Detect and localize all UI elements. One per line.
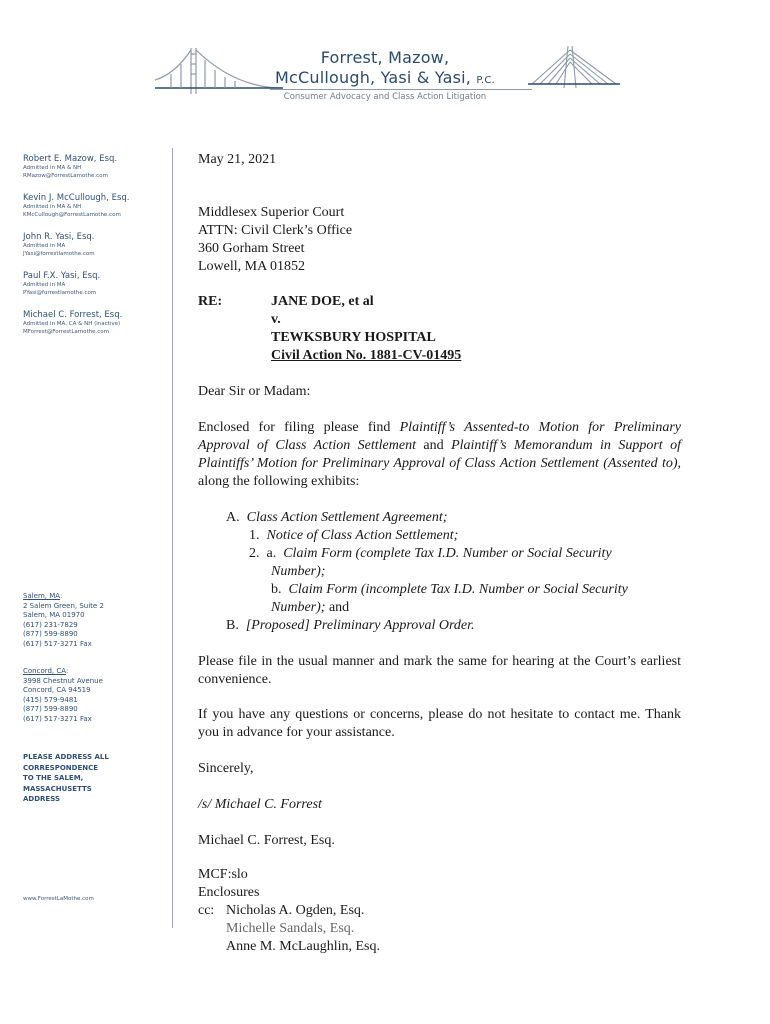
- list-marker: a.: [266, 546, 277, 561]
- attorney-mazow: [23, 154, 173, 180]
- list-marker: B.: [226, 618, 239, 633]
- exhibit-b: [226, 617, 475, 635]
- recipient-line: 360 Gorham Street: [198, 241, 305, 256]
- sidebar-divider: [172, 148, 173, 928]
- office-line: (617) 231-7829: [23, 620, 78, 629]
- firm-pc: P.C.: [476, 75, 495, 86]
- cc-recipient: Nicholas A. Ogden, Esq.: [226, 903, 365, 918]
- exhibit-1: [249, 527, 458, 545]
- attorney-email: RMazow@ForrestLamothe.com: [23, 172, 108, 179]
- list-text: [Proposed] Preliminary Approval Order.: [245, 618, 475, 633]
- exhibit-2b: [271, 581, 628, 599]
- address-note-line: PLEASE ADDRESS ALL: [23, 753, 109, 761]
- attorney-name: Kevin J. McCullough, Esq.: [23, 193, 130, 203]
- list-text: Notice of Class Action Settlement;: [266, 528, 459, 543]
- office-line: (877) 599-8890: [23, 705, 78, 714]
- office-line: (877) 599-8890: [23, 630, 78, 639]
- office-line: Concord, CA 94519: [23, 686, 91, 695]
- address-note-line: ADDRESS: [23, 795, 60, 803]
- website-link[interactable]: www.ForrestLaMothe.com: [23, 896, 94, 902]
- attorney-mccullough: [23, 193, 173, 219]
- attorney-paul-yasi: [23, 271, 173, 297]
- firm-name-partners: McCullough, Yasi & Yasi,: [275, 68, 472, 87]
- signature: /s/ Michael C. Forrest: [198, 797, 322, 812]
- attorney-admission: Admitted in MA, CA & NH (inactive): [23, 321, 121, 327]
- letterhead-rule: [270, 89, 532, 90]
- attorney-admission: Admitted in MA: [23, 282, 66, 288]
- recipient-line: Middlesex Superior Court: [198, 205, 345, 220]
- re-line: JANE DOE, et al: [271, 294, 374, 309]
- recipient-line: ATTN: Civil Clerk’s Office: [198, 223, 353, 238]
- re-label: RE:: [198, 294, 223, 309]
- closing: Sincerely,: [198, 761, 254, 776]
- list-text: Class Action Settlement Agreement;: [246, 510, 448, 525]
- firm-name-line-1: Forrest, Mazow,: [320, 48, 450, 67]
- attorney-name: John R. Yasi, Esq.: [23, 232, 95, 242]
- exhibit-a: [226, 509, 447, 527]
- list-marker: 1.: [249, 528, 260, 543]
- list-marker: 2.: [249, 546, 260, 561]
- exhibit-2a: [249, 545, 612, 563]
- list-text: Claim Form (incomplete Tax I.D. Number or Social Security: [288, 582, 628, 597]
- firm-tagline: Consumer Advocacy and Class Action Litigation: [283, 92, 487, 102]
- office-heading: Concord, CA:: [23, 667, 69, 675]
- address-note-line: MASSACHUSETTS: [23, 784, 92, 793]
- office-line: (617) 517-3271 Fax: [23, 639, 92, 648]
- office-heading: Salem, MA:: [23, 592, 63, 600]
- initials: MCF:slo: [198, 867, 248, 882]
- address-note: [23, 752, 173, 805]
- bridge-logo-right: [528, 44, 620, 96]
- paragraph-file: Please file in the usual manner and mark the same for hearing at the Court’s earliest convenience.: [198, 654, 681, 687]
- re-line: TEWKSBURY HOSPITAL: [271, 330, 436, 345]
- office-line: Salem, MA 01970: [23, 611, 85, 620]
- list-marker: A.: [226, 510, 240, 525]
- office-concord: [23, 667, 173, 725]
- attorney-admission: Admitted in MA: [23, 243, 66, 249]
- office-line: (617) 517-3271 Fax: [23, 714, 92, 723]
- firm-name-line-2: [250, 68, 520, 91]
- paragraph-contact: If you have any questions or concerns, please do not hesitate to contact me. Thank you in advance for your assistance.: [198, 707, 681, 740]
- office-line: 3998 Chestnut Avenue: [23, 676, 103, 685]
- attorney-admission: Admitted in MA & NH: [23, 204, 82, 210]
- recipient-line: Lowell, MA 01852: [198, 259, 305, 274]
- enclosures: Enclosures: [198, 885, 260, 900]
- list-marker: b.: [271, 582, 282, 597]
- attorney-email: MForrest@ForrestLamothe.com: [23, 328, 110, 335]
- re-line: v.: [271, 312, 281, 327]
- cc-recipient: Michelle Sandals, Esq.: [226, 921, 355, 936]
- attorney-name: Michael C. Forrest, Esq.: [23, 310, 123, 320]
- attorney-email: PYasi@forrestlamothe.com: [23, 289, 97, 296]
- cc-label: cc:: [198, 903, 215, 918]
- attorney-admission: Admitted in MA & NH: [23, 165, 82, 171]
- attorney-name: Robert E. Mazow, Esq.: [23, 154, 118, 164]
- cc-recipient: Anne M. McLaughlin, Esq.: [226, 939, 380, 954]
- attorney-forrest: [23, 310, 173, 336]
- address-note-line: CORRESPONDENCE: [23, 763, 99, 772]
- attorney-email: JYasi@forrestlamothe.com: [23, 250, 95, 257]
- attorney-name: Paul F.X. Yasi, Esq.: [23, 271, 101, 281]
- address-note-line: TO THE SALEM,: [23, 774, 84, 782]
- salutation: Dear Sir or Madam:: [198, 384, 311, 399]
- office-salem: [23, 592, 173, 650]
- office-line: 2 Salem Green, Suite 2: [23, 601, 104, 610]
- attorney-email: KMcCullough@ForrestLamothe.com: [23, 211, 121, 218]
- signer-name: Michael C. Forrest, Esq.: [198, 833, 335, 848]
- exhibit-2b-cont: Number); and: [271, 600, 350, 615]
- exhibit-2a-cont: Number);: [271, 564, 326, 579]
- list-text: Claim Form (complete Tax I.D. Number or Social Security: [283, 546, 612, 561]
- paragraph-enclosed: Enclosed for filing please find Plaintiff’s Assented-to Motion for Preliminary Approval of Class Action Settlement and Plaintiff’s Memorandum in Support of Plaintiffs’ Motion for Preliminary Approval of Class Action Settlement (Assented to), along the following exhibits:: [198, 420, 682, 489]
- attorney-john-yasi: [23, 232, 173, 258]
- re-case-number: Civil Action No. 1881-CV-01495: [271, 348, 462, 363]
- office-line: (415) 579-9481: [23, 695, 78, 704]
- letter-date: May 21, 2021: [198, 152, 277, 167]
